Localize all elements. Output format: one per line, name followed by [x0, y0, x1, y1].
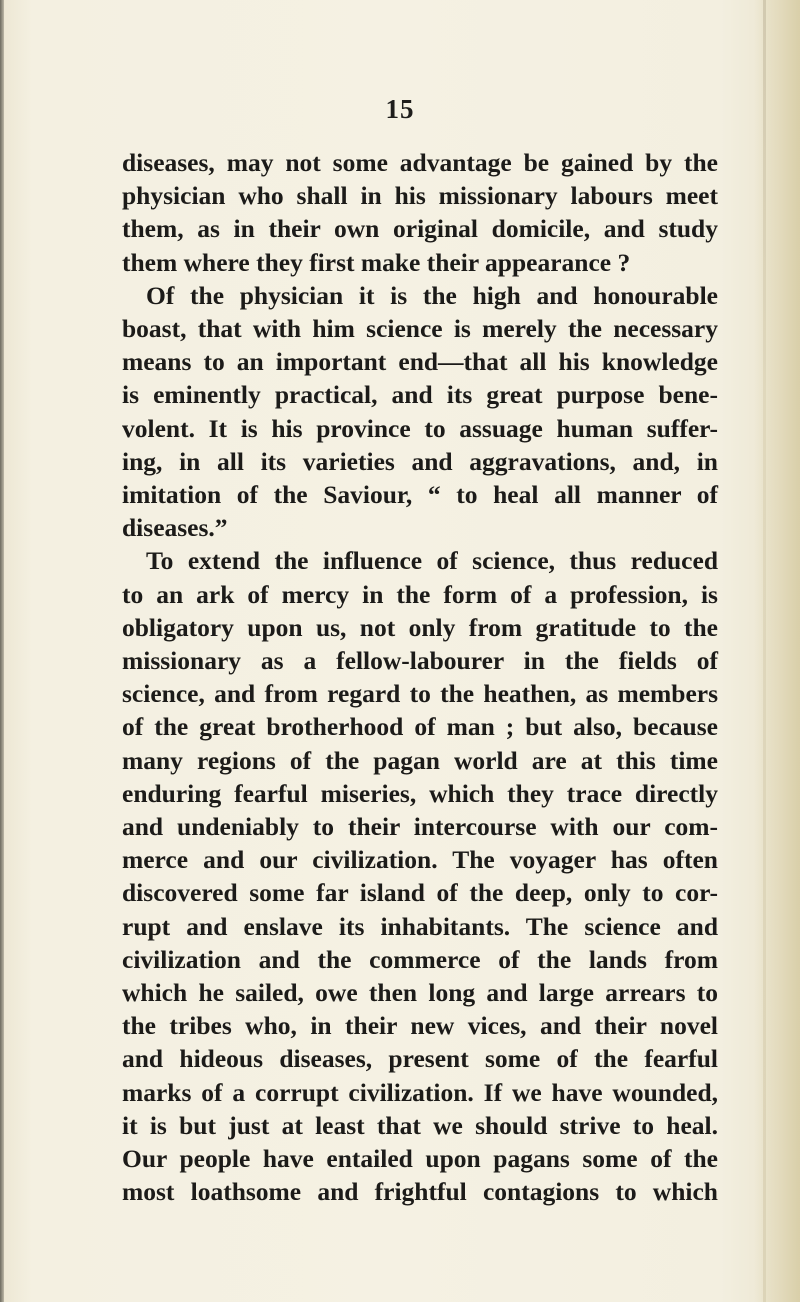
text-line: of the great brotherhood of man ; but also, because	[122, 712, 718, 742]
text-line: Of the physician it is the high and honourable	[146, 280, 718, 310]
text-line: Our people have entailed upon pagans some of the	[122, 1144, 718, 1174]
text-line: most loathsome and frightful contagions to which	[122, 1177, 718, 1207]
page-right-edge	[754, 0, 800, 1302]
text-line: means to an important end—that all his knowledge	[122, 347, 718, 377]
body-text	[122, 146, 718, 1209]
text-line: to an ark of mercy in the form of a profession, is	[122, 579, 718, 609]
text-line: and hideous diseases, present some of the fearful	[122, 1044, 718, 1074]
text-line: obligatory upon us, not only from gratitude to the	[122, 612, 718, 642]
text-line: civilization and the commerce of the lands from	[122, 944, 718, 974]
text-line: physician who shall in his missionary labours meet	[122, 181, 718, 211]
text-line: boast, that with him science is merely the necessary	[122, 314, 718, 344]
text-line: which he sailed, owe then long and large arrears to	[122, 978, 718, 1008]
text-line: and undeniably to their intercourse with our com-	[122, 812, 718, 842]
page-left-edge	[0, 0, 4, 1302]
text-line: volent. It is his province to assuage human suffer-	[122, 413, 718, 443]
text-line: science, and from regard to the heathen, as members	[122, 679, 718, 709]
page-number: 15	[385, 94, 415, 124]
text-line: the tribes who, in their new vices, and their novel	[122, 1011, 718, 1041]
text-line: merce and our civilization. The voyager has often	[122, 845, 718, 875]
text-line: them where they first make their appearance ?	[122, 247, 631, 277]
text-line: rupt and enslave its inhabitants. The science and	[122, 911, 718, 941]
text-line: is eminently practical, and its great purpose bene-	[122, 380, 718, 410]
text-line: To extend the influence of science, thus reduced	[146, 546, 718, 576]
text-line: missionary as a fellow-labourer in the fields of	[122, 646, 718, 676]
text-line: them, as in their own original domicile, and study	[122, 214, 718, 244]
text-line: discovered some far island of the deep, only to cor-	[122, 878, 718, 908]
text-line: it is but just at least that we should strive to heal.	[122, 1110, 718, 1140]
page-crease	[763, 0, 766, 1302]
text-line: enduring fearful miseries, which they trace directly	[122, 778, 718, 808]
text-line: imitation of the Saviour, “ to heal all manner of	[122, 480, 718, 510]
text-line: marks of a corrupt civilization. If we have wounded,	[122, 1077, 718, 1107]
text-line: diseases.”	[122, 513, 228, 543]
text-line: many regions of the pagan world are at this time	[122, 745, 718, 775]
text-line: diseases, may not some advantage be gained by the	[122, 148, 718, 177]
text-line: ing, in all its varieties and aggravations, and, in	[122, 446, 718, 476]
